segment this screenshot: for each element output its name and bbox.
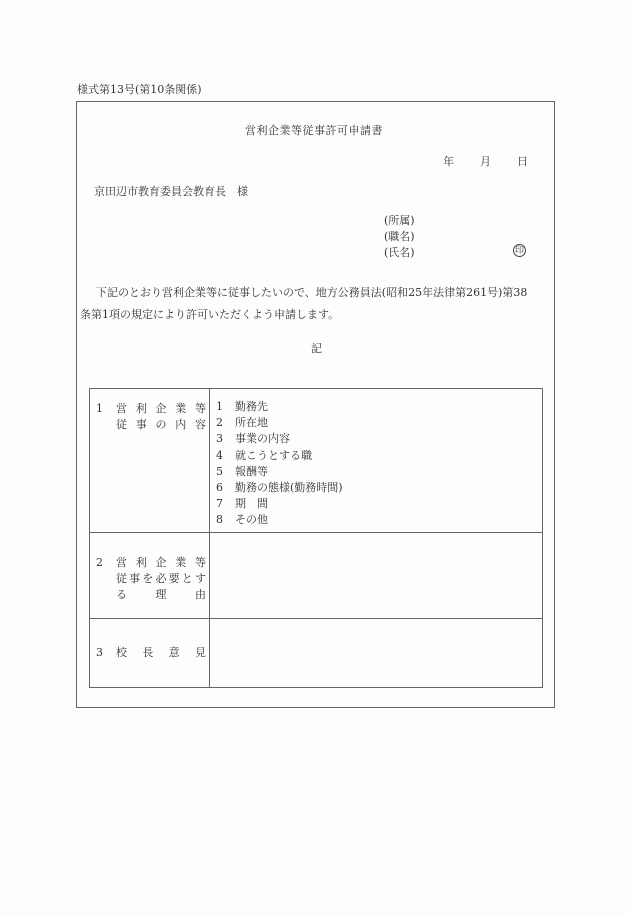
- date-month-field[interactable]: 月: [480, 155, 491, 168]
- form-number-label: 様式第13号(第10条関係): [77, 83, 202, 96]
- list-item: 1 勤務先: [216, 400, 268, 413]
- label-line: 校 長 意 見: [116, 646, 206, 659]
- seal-icon: 印: [514, 246, 524, 256]
- business-content-field[interactable]: [216, 399, 343, 529]
- list-item: 6 勤務の態様(勤務時間): [216, 481, 343, 495]
- reason-field[interactable]: [216, 543, 536, 613]
- list-item: 7 期 間: [216, 497, 268, 511]
- label-line: 従 事 を 必 要 と す: [116, 572, 206, 585]
- applicant-affiliation-field[interactable]: (所属): [384, 214, 415, 227]
- label-line: 営 利 企 業 等: [116, 402, 206, 415]
- applicant-name-field[interactable]: (氏名): [384, 246, 415, 259]
- table-row-business-content: [90, 389, 542, 533]
- list-item: 5 報酬等: [216, 464, 268, 478]
- label-line: る 理 由: [116, 588, 206, 601]
- label-line: 従 事 の 内 容: [116, 418, 206, 431]
- row-number: 3: [96, 646, 103, 659]
- list-item: 2 所在地: [216, 416, 268, 430]
- addressee: 京田辺市教育委員会教育長 様: [94, 185, 248, 198]
- table-row-reason: [90, 533, 542, 619]
- row-number: 1: [96, 402, 103, 415]
- principal-opinion-field[interactable]: [216, 629, 536, 679]
- table-row-principal-opinion: [90, 619, 542, 687]
- date-line: [443, 153, 528, 169]
- label-line: 営 利 企 業 等: [116, 556, 206, 569]
- request-text-line-2: 条第1項の規定により許可いただくよう申請します。: [80, 308, 340, 321]
- date-year-field[interactable]: 年: [443, 155, 454, 168]
- row-number: 2: [96, 556, 103, 569]
- date-day-field[interactable]: 日: [517, 155, 528, 168]
- list-item: 3 事業の内容: [216, 432, 290, 446]
- document-title: 営利企業等従事許可申請書: [245, 124, 383, 137]
- list-item: 8 その他: [216, 513, 268, 527]
- list-item: 4 就こうとする職: [216, 448, 312, 462]
- applicant-position-field[interactable]: (職名): [384, 230, 415, 243]
- details-table: [89, 388, 543, 688]
- ki-heading: 記: [311, 342, 322, 355]
- request-text-line-1: 下記のとおり営利企業等に従事したいので、地方公務員法(昭和25年法律第261号)第38: [96, 286, 528, 299]
